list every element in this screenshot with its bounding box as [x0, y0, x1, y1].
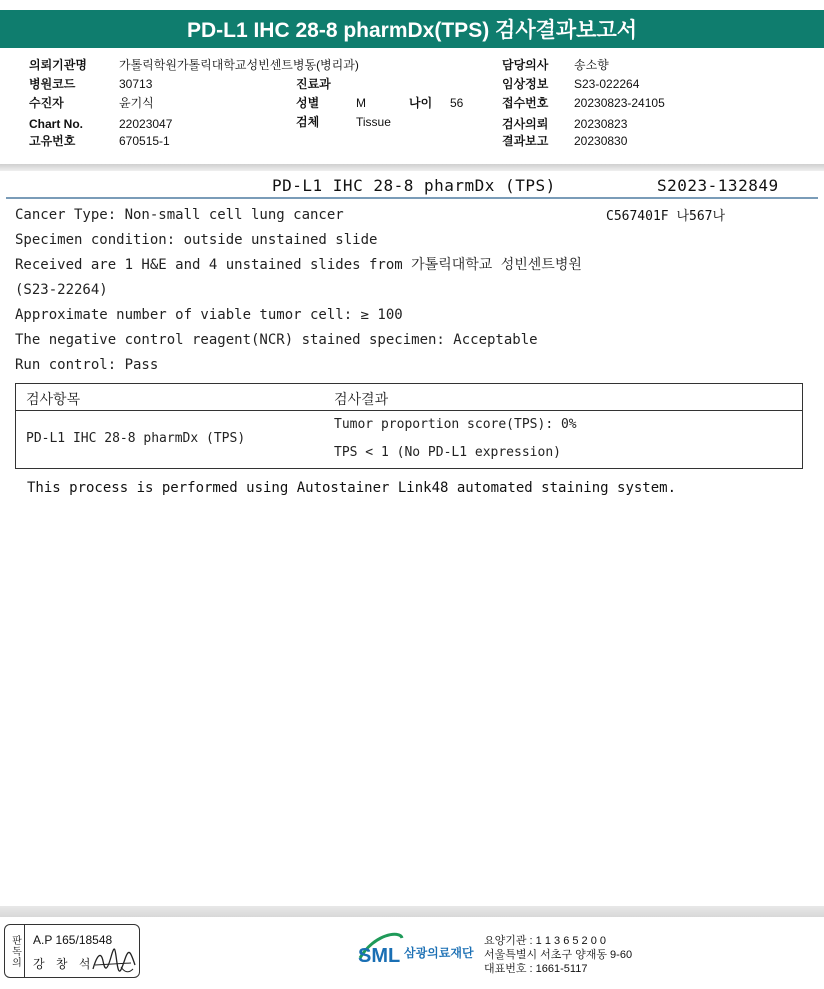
result-table [15, 383, 803, 469]
request-date-label: 검사의뢰 [502, 117, 549, 131]
report-date-label: 결과보고 [502, 134, 549, 148]
receipt-no-label: 접수번호 [502, 96, 549, 110]
institution-label: 의뢰기관명 [29, 58, 87, 72]
finding-viable-cells: Approximate number of viable tumor cell: ≥ 100 [15, 307, 403, 323]
department-label: 진료과 [296, 77, 331, 91]
pathologist-name: 강 창 석 [33, 957, 95, 971]
stamp-label: 판독의 [5, 925, 25, 977]
result-score: Tumor proportion score(TPS): 0% [334, 417, 577, 432]
unique-no-value: 670515-1 [119, 134, 170, 148]
result-table-header [16, 384, 802, 411]
col-header-result: 검사결과 [334, 391, 389, 407]
doctor-label: 담당의사 [502, 58, 549, 72]
phone: 대표번호 : 1661-5117 [484, 963, 588, 975]
process-note: This process is performed using Autostainer Link48 automated staining system. [27, 480, 677, 496]
request-date-value: 20230823 [574, 117, 628, 131]
unique-no-label: 고유번호 [29, 134, 76, 148]
receipt-no-value: 20230823-24105 [574, 96, 665, 110]
corner-code: C567401F 나567나 [606, 209, 726, 224]
logo-letters: SML [358, 945, 401, 967]
examinee-value: 윤기식 [119, 96, 154, 110]
sex-value: M [356, 96, 366, 110]
accession-number: S2023-132849 [657, 176, 779, 195]
report-title: PD-L1 IHC 28-8 pharmDx(TPS) 검사결과보고서 [0, 10, 824, 48]
signature-icon [91, 947, 137, 975]
finding-ncr: The negative control reagent(NCR) stained specimen: Acceptable [15, 332, 538, 348]
bottom-separator [0, 906, 824, 917]
doctor-value: 송소향 [574, 58, 609, 72]
heading-rule [6, 197, 818, 199]
finding-run-control: Run control: Pass [15, 357, 159, 373]
institution-value: 가톨릭학원가톨릭대학교성빈센트병동(병리과) [119, 58, 359, 72]
chart-no-label: Chart No. [29, 117, 83, 131]
chart-no-value: 22023047 [119, 117, 173, 131]
org-name: 삼광의료재단 [404, 946, 474, 960]
report-date-value: 20230830 [574, 134, 628, 148]
clinical-info-value: S23-022264 [574, 77, 640, 91]
care-institution: 요양기관 : 1 1 3 6 5 2 0 0 [484, 935, 607, 947]
address: 서울특별시 서초구 양재동 9-60 [484, 949, 633, 961]
ap-number: A.P 165/18548 [33, 933, 113, 947]
finding-cancer-type: Cancer Type: Non-small cell lung cancer [15, 207, 344, 223]
clinical-info-label: 임상정보 [502, 77, 549, 91]
institution-row [29, 58, 87, 72]
hospital-code-label: 병원코드 [29, 77, 76, 91]
finding-received-ref: (S23-22264) [15, 282, 108, 298]
age-value: 56 [450, 96, 464, 110]
finding-received: Received are 1 H&E and 4 unstained slides from 가톨릭대학교 성빈센트병원 [15, 257, 582, 273]
result-item: PD-L1 IHC 28-8 pharmDx (TPS) [26, 431, 246, 446]
top-separator [0, 164, 824, 171]
pathologist-stamp [4, 924, 140, 978]
age-label: 나이 [409, 96, 433, 110]
hospital-code-value: 30713 [119, 77, 153, 91]
test-name-heading: PD-L1 IHC 28-8 pharmDx (TPS) [272, 176, 556, 195]
col-header-item: 검사항목 [26, 391, 81, 407]
specimen-label: 검체 [296, 115, 320, 129]
finding-specimen-condition: Specimen condition: outside unstained slide [15, 232, 378, 248]
result-interpretation: TPS < 1 (No PD-L1 expression) [334, 445, 561, 460]
examinee-label: 수진자 [29, 96, 64, 110]
specimen-value: Tissue [356, 115, 391, 129]
sex-label: 성별 [296, 96, 320, 110]
